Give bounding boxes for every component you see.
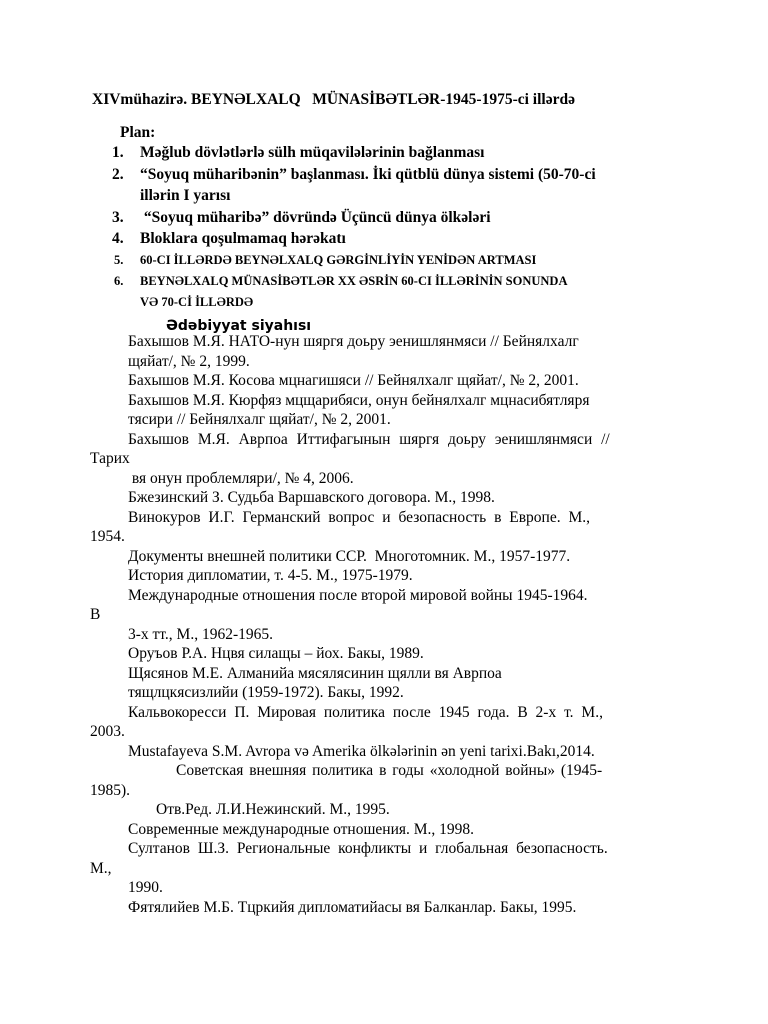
plan-heading: Plan: — [120, 124, 156, 141]
bibliography-line: тясири // Бейнялхалг щяйат/, № 2, 2001. — [128, 411, 391, 428]
bibliography-line: Султанов Ш.З. Региональные конфликты и глобальная безопасность. — [128, 840, 608, 857]
plan-item — [112, 271, 682, 313]
bibliography-line: Mustafayeva S.M. Avropa və Amerika ölkələrinin ən yeni tarixi.Bakı,2014. — [128, 742, 595, 760]
lecture-title: XIVmühazirə. BEYNƏLXALQ MÜNASİBƏTLƏR-1945-1975-ci illərdə — [92, 91, 575, 108]
plan-item-text: Məğlub dövlətlərlə sülh müqavilələrinin bağlanması — [140, 144, 485, 161]
bibliography-line: Бахышов М.Я. НАТО-нун шяргя доьру эенишлянмяси // Бейнялхалг — [128, 333, 579, 350]
bibliography-line: Отв.Ред. Л.И.Нежинский. М., 1995. — [156, 801, 390, 818]
bibliography-line: Бахышов М.Я. Аврпоа Иттифагынын шяргя доьру эенишлянмяси // — [128, 430, 610, 448]
plan-item — [112, 250, 682, 271]
plan-item — [112, 142, 682, 164]
bibliography-line: История дипломатии, т. 4-5. М., 1975-1979. — [128, 567, 413, 584]
plan-item-number: 4. — [112, 230, 124, 247]
bibliography-line: Оруъов Р.А. Нцвя силащы – йох. Бакы, 1989. — [128, 645, 424, 662]
plan-item-text: “Soyuq müharibə” dövründə Üçüncü dünya ölkələri — [140, 208, 491, 226]
bibliography-list — [90, 332, 676, 917]
plan-item-number: 6. — [114, 273, 124, 288]
bibliography-line: Бжезинский З. Судьба Варшавского договора. М., 1998. — [128, 489, 495, 506]
bibliography-line: Тарих — [90, 450, 130, 467]
plan-list — [112, 142, 682, 313]
plan-item-text: VƏ 70-Cİ İLLƏRDƏ — [140, 294, 254, 309]
bibliography-line: вя онун проблемляри/, № 4, 2006. — [128, 469, 354, 487]
bibliography-line: тящлцкясизлийи (1959-1972). Бакы, 1992. — [128, 684, 404, 701]
bibliography-line: 2003. — [90, 723, 125, 740]
bibliography-line: Документы внешней политики ССР. Многотомник. М., 1957-1977. — [128, 547, 571, 565]
plan-item — [112, 228, 682, 250]
bibliography-line: Винокуров И.Г. Германский вопрос и безопасность в Европе. М., — [128, 508, 591, 526]
bibliography-line: щяйат/, № 2, 1999. — [128, 352, 250, 370]
plan-item — [112, 207, 682, 229]
bibliography-line: Бахышов М.Я. Кюрфяз мцщарибяси, онун бейнялхалг мцнасибятляря — [128, 391, 590, 409]
bibliography-line: М., — [90, 859, 112, 877]
bibliography-line: Кальвокоресси П. Мировая политика после 1945 года. В 2-х т. М., — [128, 703, 603, 721]
bibliography-line: Щясянов М.Е. Алманийа мясялясинин щялли вя Аврпоа — [128, 664, 502, 682]
bibliography-line: Советская внешняя политика в годы «холодной войны» (1945- — [176, 762, 603, 779]
bibliography-line: 3-х тт., М., 1962-1965. — [128, 625, 273, 643]
bibliography-line: 1985). — [90, 781, 131, 799]
plan-item-text: “Soyuq müharibənin” başlanması. İki qütblü dünya sistemi (50-70-ci — [140, 165, 596, 183]
plan-item-text: 60-CI İLLƏRDƏ BEYNƏLXALQ GƏRGİNLİYİN YENİDƏN ARTMASI — [140, 252, 537, 267]
plan-item-text: BEYNƏLXALQ MÜNASİBƏTLƏR XX ƏSRİN 60-CI İLLƏRİNİN SONUNDA — [140, 273, 568, 288]
plan-item-text: illərin I yarısı — [140, 187, 231, 204]
bibliography-line: Международные отношения после второй мировой войны 1945-1964. — [128, 586, 588, 604]
plan-item — [112, 164, 682, 207]
bibliography-line: Современные международные отношения. М., 1998. — [128, 820, 475, 838]
plan-item-text: Bloklara qoşulmamaq hərəkatı — [140, 230, 346, 247]
plan-item-number: 1. — [112, 144, 124, 161]
bibliography-line: Фятялийев М.Б. Тцркийя дипломатийасы вя Балканлар. Бакы, 1995. — [128, 898, 577, 916]
bibliography-line: 1990. — [128, 879, 163, 896]
bibliography-line: Бахышов М.Я. Косова мцнагишяси // Бейнялхалг щяйат/, № 2, 2001. — [128, 372, 579, 389]
plan-item-number: 5. — [114, 252, 124, 267]
plan-item-number: 3. — [112, 208, 124, 226]
bibliography-line: 1954. — [90, 528, 125, 545]
bibliography-heading: Ədəbiyyat siyahısı — [166, 318, 312, 334]
plan-item-number: 2. — [112, 165, 124, 183]
bibliography-line: В — [90, 606, 101, 623]
